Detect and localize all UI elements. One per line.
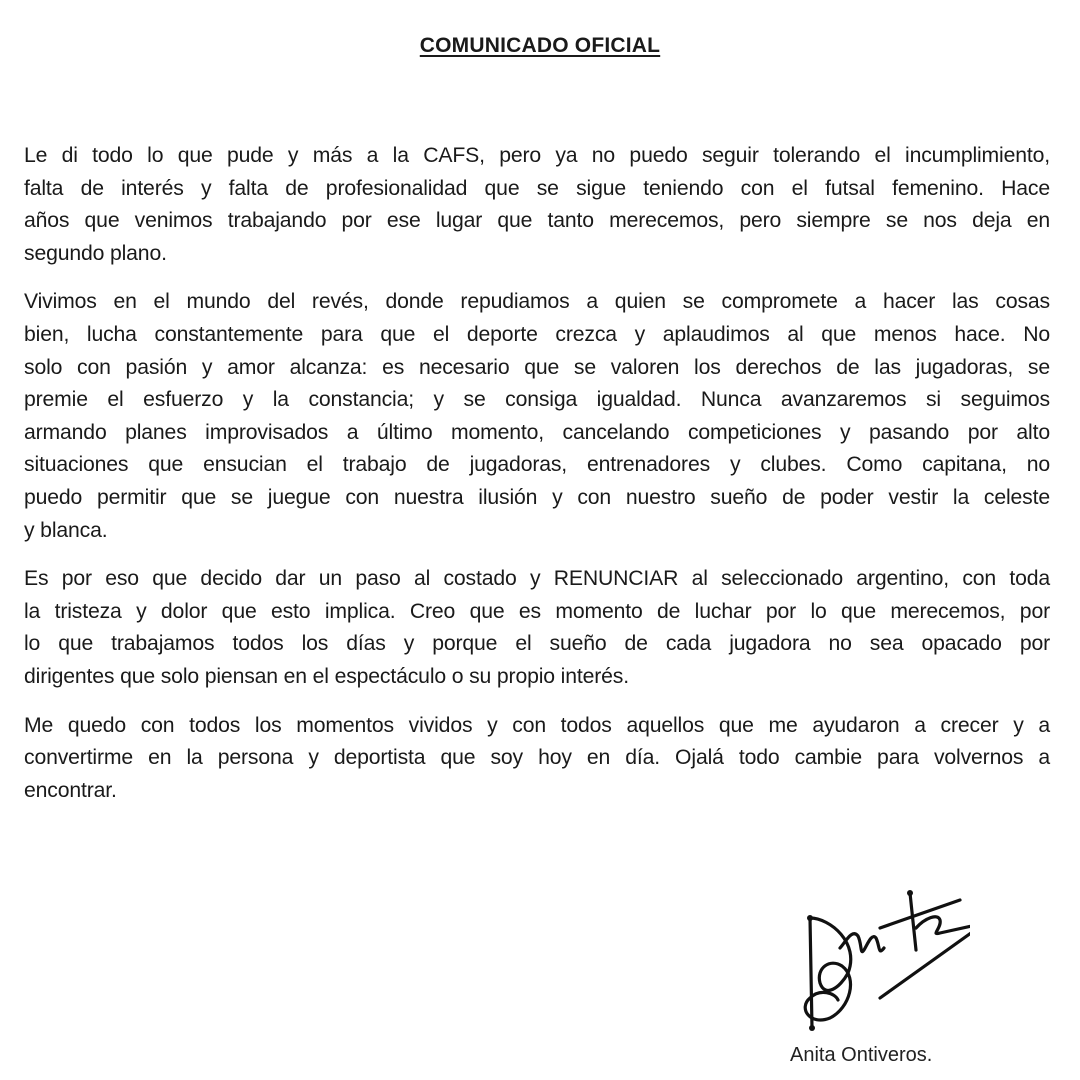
text-line: Me quedo con todos los momentos vividos y con todos aquellos que me ayudaron a crecer y a [24,713,1050,737]
signature-icon [790,888,970,1038]
text-line: dirigentes que solo piensan en el espectáculo o su propio interés. [24,664,629,688]
text-line: Le di todo lo que pude y más a la CAFS, pero ya no puedo seguir tolerando el incumplimiento, [24,144,1050,167]
signer-name: Anita Ontiveros. [790,1044,933,1066]
text-line: falta de interés y falta de profesionalidad que se sigue teniendo con el futsal femenino. Hace [24,176,1050,200]
text-line: Es por eso que decido dar un paso al costado y RENUNCIAR al seleccionado argentino, con toda [24,567,1050,591]
paragraph-2 [24,286,1050,547]
paragraph-1 [24,140,1050,270]
text-line: años que venimos trabajando por ese lugar que tanto merecemos, pero siempre se nos deja en [24,209,1050,233]
document-title: COMUNICADO OFICIAL [419,34,661,57]
text-line: Vivimos en el mundo del revés, donde repudiamos a quien se compromete a hacer las cosas [24,290,1050,314]
text-line: situaciones que ensucian el trabajo de jugadoras, entrenadores y clubes. Como capitana, no [24,453,1050,477]
text-line: encontrar. [24,778,117,802]
text-line: convertirme en la persona y deportista que soy hoy en día. Ojalá todo cambie para volvernos a [24,746,1050,770]
paragraph-4 [24,710,1050,808]
text-line: armando planes improvisados a último momento, cancelando competiciones y pasando por alto [24,420,1050,444]
text-line: bien, lucha constantemente para que el deporte crezca y aplaudimos al que menos hace. No [24,322,1050,346]
document-body [24,140,1050,823]
text-line: solo con pasión y amor alcanza: es necesario que se valoren los derechos de las jugadoras, se [24,355,1050,379]
text-line: puedo permitir que se juegue con nuestra ilusión y con nuestro sueño de poder vestir la celeste [24,485,1050,509]
paragraph-3 [24,563,1050,693]
text-line: premie el esfuerzo y la constancia; y se consiga igualdad. Nunca avanzaremos si seguimos [24,388,1050,412]
text-line: y blanca. [24,518,108,542]
text-line: lo que trabajamos todos los días y porque el sueño de cada jugadora no sea opacado por [24,632,1050,656]
text-line: segundo plano. [24,241,167,265]
text-line: la tristeza y dolor que esto implica. Creo que es momento de luchar por lo que merecemos, por [24,599,1050,623]
